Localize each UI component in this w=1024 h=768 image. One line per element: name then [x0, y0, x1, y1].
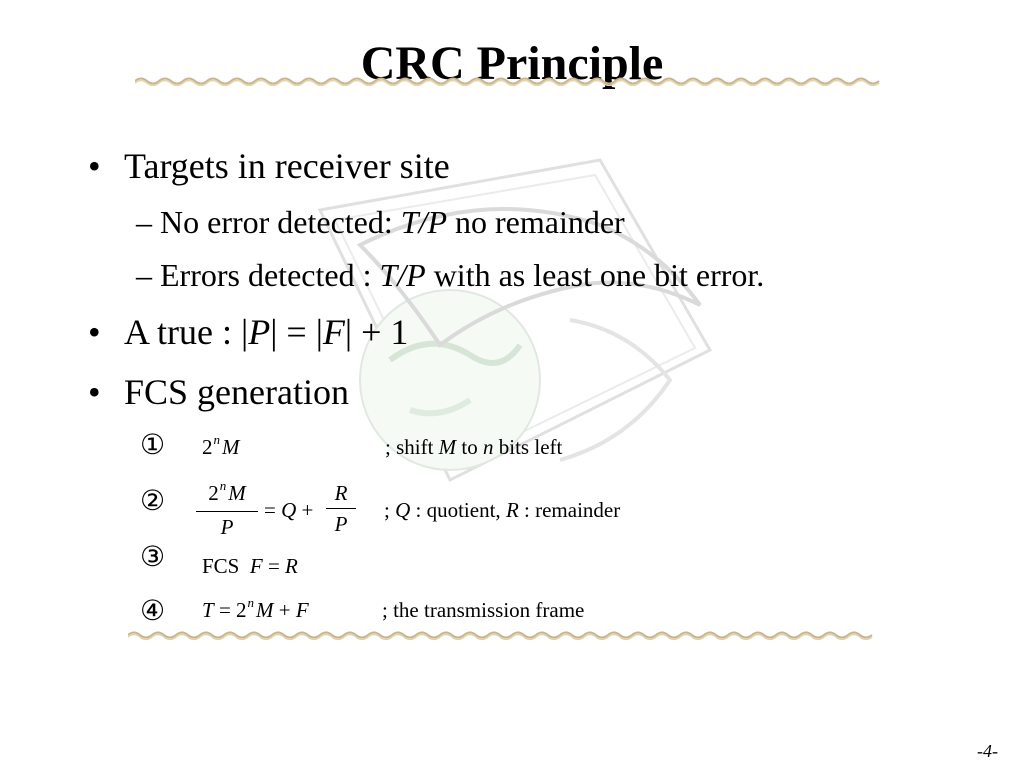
- step-1-number: ①: [140, 430, 166, 461]
- bullet-targets: • Targets in receiver site: [88, 146, 450, 186]
- step-2-comment: ; Q : quotient, R : remainder: [384, 498, 621, 522]
- step-4-number: ④: [140, 596, 166, 627]
- subbullet-no-error: – No error detected: T/P no remainder: [136, 204, 625, 240]
- title-divider: [135, 76, 885, 86]
- step-2-fraction-right: R P: [326, 480, 356, 537]
- step-2-number: ②: [140, 486, 166, 517]
- page-number: -4-: [977, 741, 998, 761]
- bullet-targets-text: Targets in receiver site: [124, 146, 450, 186]
- step-3-number: ③: [140, 542, 166, 573]
- step-2-equals: = Q +: [264, 498, 314, 522]
- bottom-divider: [128, 630, 878, 640]
- step-1-formula: 2$^n$M: [202, 432, 240, 459]
- step-4-formula: $T = 2^nM + F$: [202, 595, 309, 622]
- slide-title: CRC Principle: [360, 37, 664, 90]
- step-1-comment: ; shift M to n bits left: [385, 435, 563, 459]
- step-4-comment: ; the transmission frame: [382, 598, 585, 622]
- step-3-formula: FCS F = R: [202, 554, 298, 578]
- bullet-fcs: • FCS generation: [88, 372, 349, 412]
- bullet-fcs-text: FCS generation: [124, 372, 349, 412]
- step-2-fraction-left: 2$^n$M P: [196, 480, 258, 540]
- bullet-a-true: • A true : |P| = |F| + 1: [88, 312, 409, 352]
- subbullet-errors: – Errors detected : T/P with as least one bit error.: [136, 257, 765, 293]
